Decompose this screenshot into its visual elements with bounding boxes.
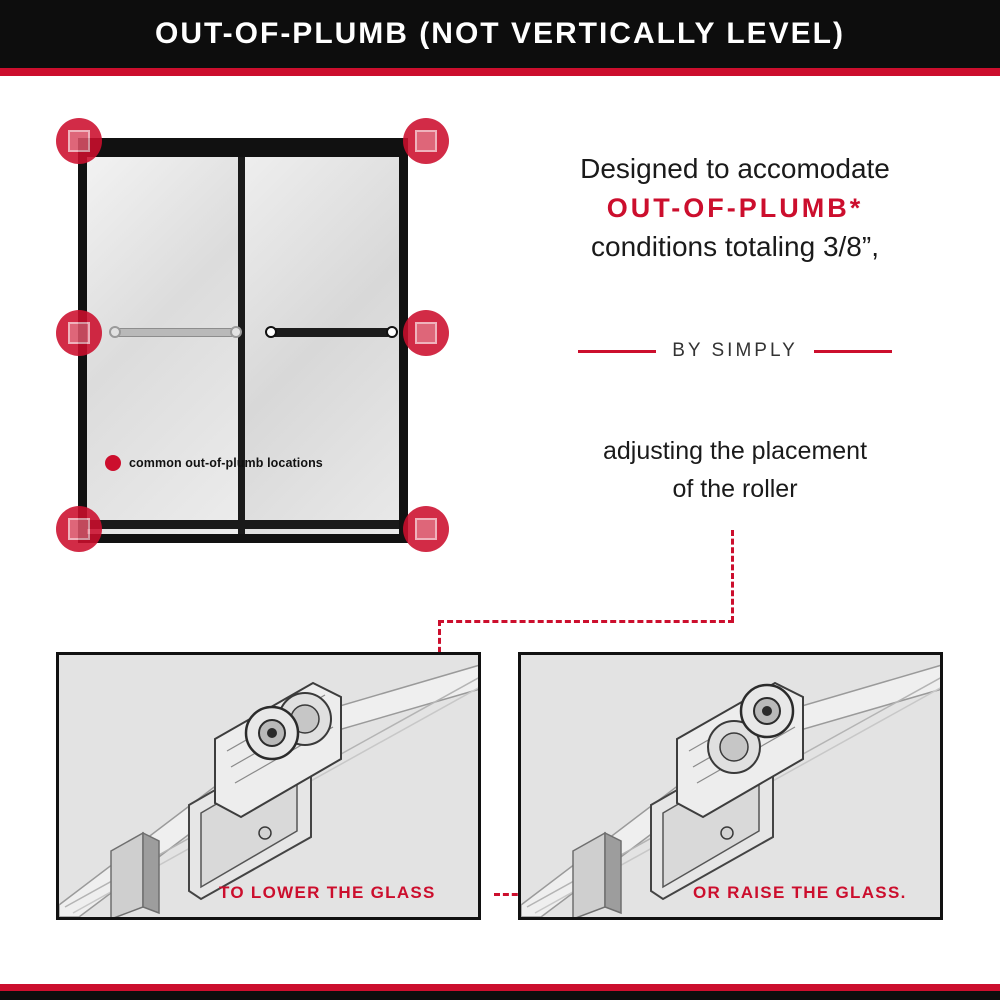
plumb-marker-bottom-left <box>56 506 102 552</box>
header-accent-rule <box>0 68 1000 76</box>
glass-panel-left <box>87 147 239 534</box>
raise-the-glass-panel <box>518 652 943 920</box>
copy-emphasis: OUT-OF-PLUMB* <box>606 193 864 223</box>
roller-illustration-raise <box>521 655 942 919</box>
divider-line-left <box>578 350 656 353</box>
by-simply-divider <box>500 340 970 362</box>
plumb-marker-bottom-right <box>403 506 449 552</box>
copy-line-3: conditions totaling 3/8”, <box>591 231 879 262</box>
copy-line-4: adjusting the placement <box>602 437 868 465</box>
plumb-marker-inner <box>415 518 437 540</box>
bottom-rail <box>87 520 399 529</box>
copy-block-top <box>500 150 970 266</box>
lower-the-glass-caption: TO LOWER THE GLASS <box>219 883 436 902</box>
page-title: OUT-OF-PLUMB (NOT VERTICALLY LEVEL) <box>155 17 845 50</box>
connector-vertical-from-copy <box>731 530 734 622</box>
raise-the-glass-caption: OR RAISE THE GLASS. <box>693 883 907 902</box>
legend-label: common out-of-plumb locations <box>129 456 323 470</box>
roller-illustration-lower <box>59 655 480 919</box>
left-handle-cap-end <box>230 326 242 338</box>
right-handle-cap-start <box>265 326 277 338</box>
connector-horizontal-top <box>438 620 734 623</box>
panel-divider <box>238 147 245 534</box>
plumb-marker-inner <box>68 130 90 152</box>
plumb-marker-top-right <box>403 118 449 164</box>
footer-bar <box>0 991 1000 1000</box>
plumb-marker-inner <box>68 518 90 540</box>
legend <box>105 455 323 471</box>
lower-the-glass-panel <box>56 652 481 920</box>
plumb-marker-mid-left <box>56 310 102 356</box>
plumb-marker-inner <box>415 130 437 152</box>
divider-label: BY SIMPLY <box>672 340 798 361</box>
plumb-marker-inner <box>68 322 90 344</box>
left-door-handle <box>114 328 236 337</box>
shower-door-diagram <box>48 120 438 560</box>
copy-line-5: of the roller <box>672 475 798 503</box>
right-handle-cap-end <box>386 326 398 338</box>
right-door-handle <box>270 328 392 337</box>
legend-dot-icon <box>105 455 121 471</box>
copy-block-bottom <box>500 432 970 508</box>
left-handle-cap-start <box>109 326 121 338</box>
plumb-marker-top-left <box>56 118 102 164</box>
plumb-marker-mid-right <box>403 310 449 356</box>
plumb-marker-inner <box>415 322 437 344</box>
divider-line-right <box>814 350 892 353</box>
footer-accent-rule <box>0 984 1000 991</box>
copy-line-1: Designed to accomodate <box>580 153 890 184</box>
top-rail <box>87 147 399 157</box>
glass-panel-right <box>244 147 399 534</box>
